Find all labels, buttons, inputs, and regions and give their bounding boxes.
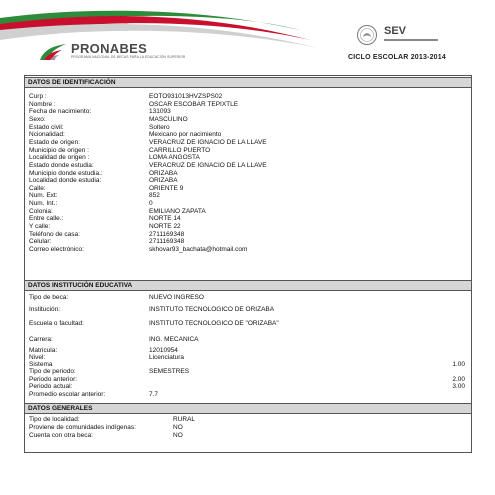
field-label: Num. Ext: xyxy=(29,192,58,200)
label-nivel: Nivel: xyxy=(29,354,46,361)
field-label: Ncionalidad: xyxy=(29,131,65,139)
table-row xyxy=(29,416,469,424)
field-value: ORIZABA xyxy=(149,177,178,185)
field-value: LOMA ANGOSTA xyxy=(149,154,200,162)
label-escuela: Escuela o facultad: xyxy=(29,320,84,327)
label-institucion: Institución: xyxy=(29,306,61,313)
field-value: NO xyxy=(173,424,183,431)
section-identificacion-title: DATOS DE IDENTIFICACIÓN xyxy=(25,77,471,88)
field-label: Municipio donde estudia.: xyxy=(29,169,103,177)
field-value: Soltero xyxy=(149,123,170,131)
field-label: Calle: xyxy=(29,184,46,192)
field-label: Celular: xyxy=(29,238,52,246)
section-institucion-title: DATOS INSTITUCIÓN EDUCATIVA xyxy=(25,280,471,291)
field-label: Entre calle.: xyxy=(29,215,64,223)
field-value: VERACRUZ DE IGNACIO DE LA LLAVE xyxy=(149,138,267,146)
field-value: 852 xyxy=(149,192,160,200)
logo-subtitle: PROGRAMA NACIONAL DE BECAS PARA LA EDUCACIÓN SUPERIOR xyxy=(71,55,186,59)
sev-divider xyxy=(384,39,438,41)
field-value: EOTO931013HVZSPS02 xyxy=(149,93,223,100)
field-value: skhovar93_bachata@hotmail.com xyxy=(149,246,248,253)
row-periodo-actual xyxy=(29,383,469,391)
pronabes-swirl-icon xyxy=(38,42,68,62)
sev-title: SEV xyxy=(384,25,407,37)
field-value: MASCULINO xyxy=(149,115,188,123)
field-value: EMILIANO ZAPATA xyxy=(149,207,206,215)
row-escuela xyxy=(29,320,469,328)
label-tipo-periodo: Tipo de periodo: xyxy=(29,368,76,375)
field-value: RURAL xyxy=(173,416,196,423)
field-label: Tipo de localidad: xyxy=(29,416,80,423)
label-sistema: Sistema xyxy=(29,361,53,368)
field-value: 2711169348 xyxy=(149,230,185,238)
field-label: Localidad de origen : xyxy=(29,154,90,162)
field-label: Num. Int.: xyxy=(29,200,58,208)
field-label: Municipio de origen : xyxy=(29,146,89,154)
value-promedio: 7.7 xyxy=(149,391,159,398)
field-label: Estado de origen: xyxy=(29,138,80,146)
field-value: Mexicano por nacimiento xyxy=(149,131,222,139)
field-label: Correo electrónico: xyxy=(29,246,84,253)
ciclo-escolar: CICLO ESCOLAR 2013-2014 xyxy=(348,54,446,61)
table-row xyxy=(29,432,469,440)
table-row xyxy=(29,246,469,254)
field-value: ORIENTE 9 xyxy=(149,184,184,192)
field-label: Cuenta con otra beca: xyxy=(29,432,93,439)
row-tipo-periodo xyxy=(29,368,469,376)
table-row xyxy=(29,424,469,432)
row-carrera xyxy=(29,336,469,344)
label-carrera: Carrera: xyxy=(29,336,53,343)
form-frame xyxy=(24,75,472,453)
logo-title: PRONABES xyxy=(71,41,148,56)
field-label: Estado donde estudia: xyxy=(29,161,94,169)
field-label: Estado civil: xyxy=(29,123,64,131)
sev-logo xyxy=(384,26,438,41)
row-institucion xyxy=(29,306,469,314)
field-label: Sexo: xyxy=(29,115,46,123)
field-label: Teléfono de casa: xyxy=(29,230,80,238)
label-periodo-actual: Periodo actual: xyxy=(29,383,73,390)
value-carrera: ING. MECANICA xyxy=(149,336,199,343)
field-label: Curp : xyxy=(29,93,47,100)
field-value: 131093 xyxy=(149,108,171,116)
value-periodo-actual: 3.00 xyxy=(452,383,465,390)
field-value: NO xyxy=(173,432,183,439)
value-sistema: 1.00 xyxy=(452,361,465,368)
value-tipo-beca: NUEVO INGRESO xyxy=(149,294,204,301)
value-tipo-periodo: SEMESTRES xyxy=(149,368,190,375)
field-value: 0 xyxy=(149,200,153,208)
field-value: CARRILLO PUERTO xyxy=(149,146,211,154)
row-promedio xyxy=(29,391,469,399)
pronabes-logo xyxy=(38,42,185,62)
section-generales-title: DATOS GENERALES xyxy=(25,403,471,414)
label-promedio: Promedio escolar anterior: xyxy=(29,391,106,398)
field-value: ORIZABA xyxy=(149,169,178,177)
value-institucion: INSTITUTO TECNOLOGICO DE ORIZABA xyxy=(149,306,275,313)
field-label: Proviene de comunidades indígenas: xyxy=(29,424,136,431)
field-value: 2711169348 xyxy=(149,238,185,246)
value-escuela: INSTITUTO TECNOLOGICO DE "ORIZABA" xyxy=(149,320,279,327)
value-nivel: Licenciatura xyxy=(149,354,185,361)
label-periodo-anterior: Periodo anterior: xyxy=(29,376,78,383)
value-matricula: 12010954 xyxy=(149,347,178,354)
row-tipo-beca xyxy=(29,294,469,302)
field-label: Nombre : xyxy=(29,100,56,108)
field-label: Localidad donde estudia: xyxy=(29,177,102,185)
field-value: VERACRUZ DE IGNACIO DE LA LLAVE xyxy=(149,161,267,169)
page-header xyxy=(0,0,495,72)
field-label: Fecha de nacimiento: xyxy=(29,108,92,116)
field-value: NORTE 14 xyxy=(149,215,181,223)
field-value: OSCAR ESCOBAR TEPIXTLE xyxy=(149,100,239,108)
field-label: Y calle: xyxy=(29,223,51,231)
field-value: NORTE 22 xyxy=(149,223,181,231)
value-periodo-anterior: 2.00 xyxy=(452,376,465,383)
label-tipo-beca: Tipo de beca: xyxy=(29,294,69,301)
field-label: Colonia: xyxy=(29,207,53,215)
government-seal-icon xyxy=(356,24,378,46)
label-matricula: Matricula: xyxy=(29,347,58,354)
